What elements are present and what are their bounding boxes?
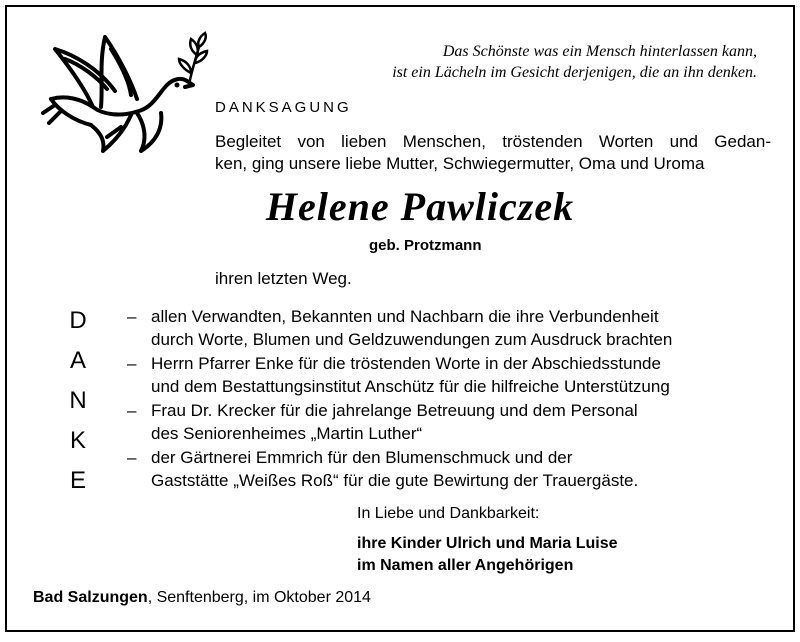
danke-vertical — [63, 305, 93, 505]
intro-line-1: Begleitet von lieben Menschen, tröstenden Worten und Gedan- — [215, 132, 771, 151]
thanks-line: durch Worte, Blumen und Geldzuwendungen zum Ausdruck brachten — [151, 330, 673, 349]
motto-line-1: Das Schönste was ein Mensch hinterlassen kann, — [442, 43, 757, 60]
place-city: Bad Salzungen — [33, 589, 148, 606]
thanks-item — [127, 399, 767, 445]
thanks-line: der Gärtnerei Emmrich für den Blumenschmuck und der — [151, 448, 573, 467]
signers-line-1: ihre Kinder Ulrich und Maria Luise — [357, 535, 618, 552]
danke-letter: N — [69, 387, 87, 414]
motto-line-2: ist ein Lächeln im Gesicht derjenigen, die an ihn denken. — [392, 64, 757, 81]
place-rest: , Senftenberg, im Oktober 2014 — [147, 589, 371, 606]
birth-name: geb. Protzmann — [369, 237, 482, 254]
thanks-line: und dem Bestattungsinstitut Anschütz für die hilfreiche Unterstützung — [151, 377, 670, 396]
signers — [357, 533, 618, 577]
thanks-item — [127, 446, 767, 492]
danke-letter: E — [69, 467, 86, 494]
dove-icon — [41, 29, 211, 159]
intro-text — [215, 131, 771, 175]
dash: – — [127, 448, 137, 467]
thanks-line: allen Verwandten, Bekannten und Nachbarn die ihre Verbundenheit — [151, 307, 659, 326]
deceased-name: Helene Pawliczek — [265, 184, 575, 229]
closing-text: In Liebe und Dankbarkeit: — [357, 505, 540, 522]
obituary-notice — [5, 5, 795, 632]
danke-letter: A — [69, 347, 86, 374]
place-date — [33, 589, 371, 607]
dash: – — [127, 354, 137, 373]
thanks-line: Frau Dr. Krecker für die jahrelange Betreuung und dem Personal — [151, 401, 638, 420]
danke-letter: K — [69, 427, 86, 454]
thanks-line: Herrn Pfarrer Enke für die tröstenden Worte in der Abschiedsstunde — [151, 354, 661, 373]
last-path-text: ihren letzten Weg. — [215, 269, 352, 288]
thanks-item — [127, 305, 767, 351]
thanks-line: Gaststätte „Weißes Roß“ für die gute Bewirtung der Trauergäste. — [151, 471, 639, 490]
intro-line-2: ken, ging unsere liebe Mutter, Schwiegermutter, Oma und Uroma — [215, 154, 705, 173]
dash: – — [127, 401, 137, 420]
thanks-line: des Seniorenheimes „Martin Luther“ — [151, 424, 423, 443]
motto — [392, 41, 757, 83]
heading: DANKSAGUNG — [215, 99, 352, 116]
thanks-item — [127, 352, 767, 398]
danke-letter: D — [69, 307, 87, 334]
thanks-list — [127, 305, 767, 493]
signers-line-2: im Namen aller Angehörigen — [357, 557, 574, 574]
dash: – — [127, 307, 137, 326]
